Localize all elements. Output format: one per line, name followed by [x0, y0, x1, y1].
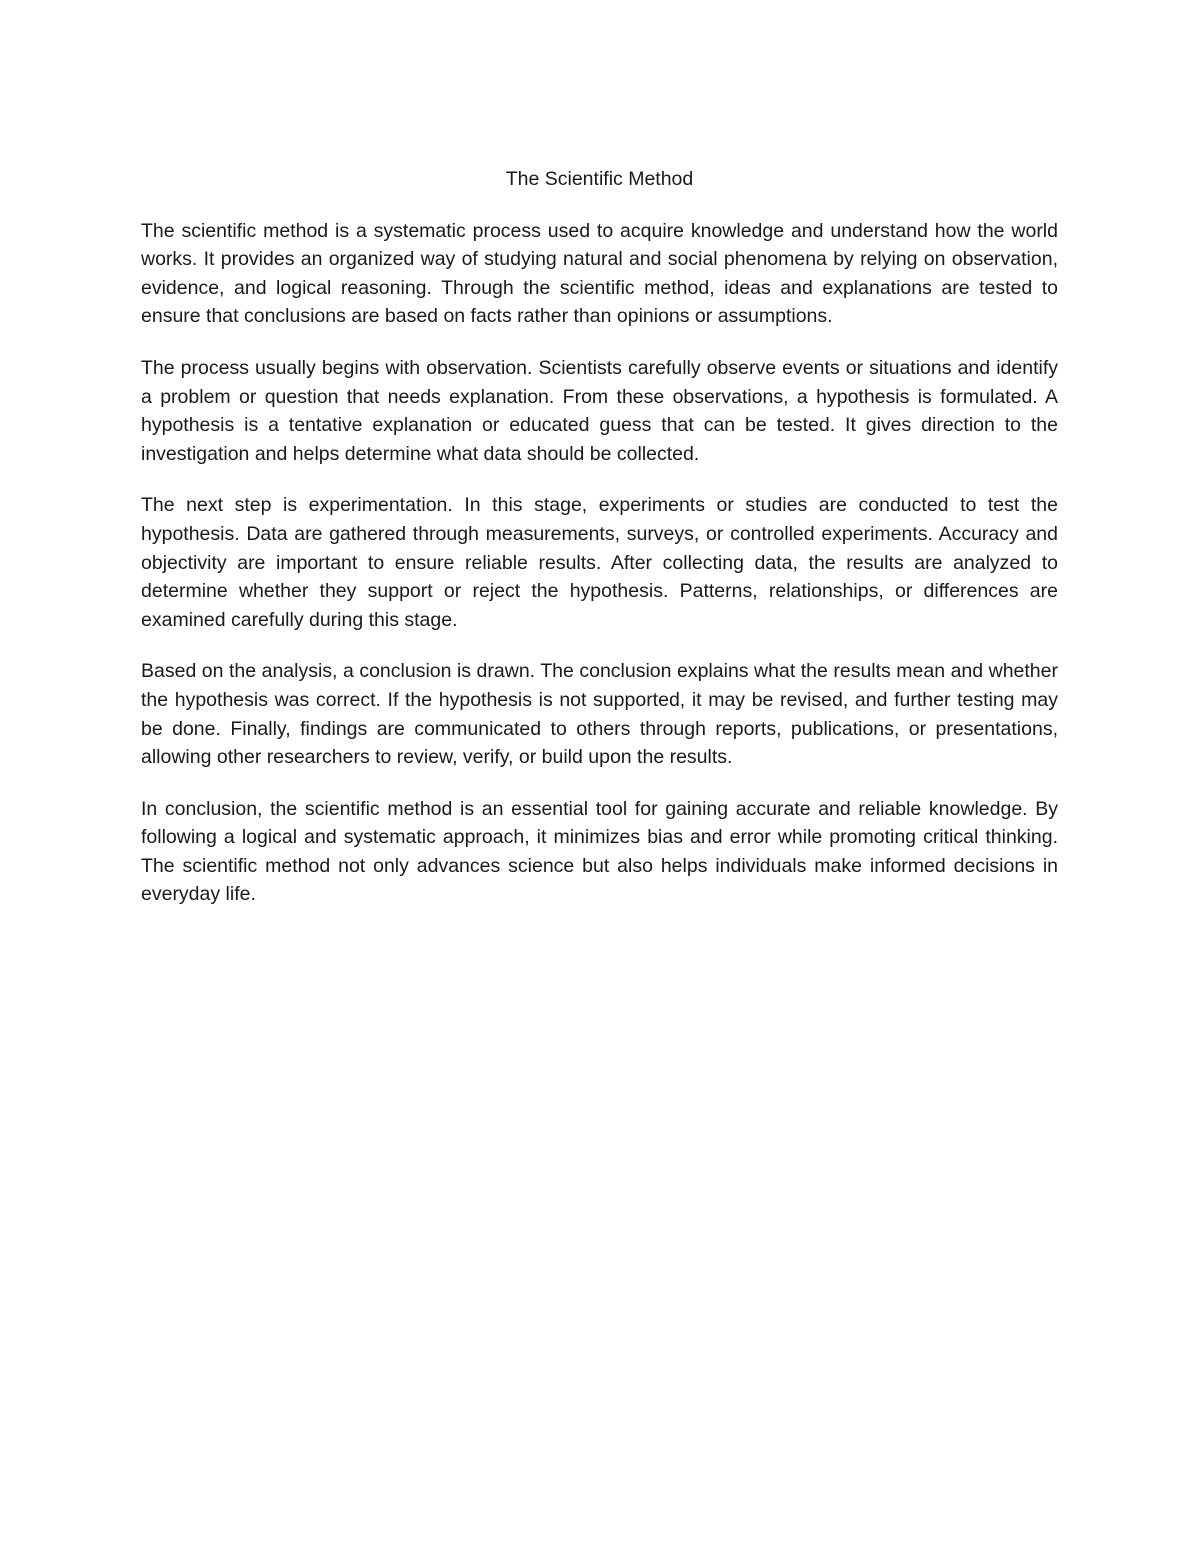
paragraph-conclusion-stage: Based on the analysis, a conclusion is drawn. The conclusion explains what the results mean and whether the hypothesis was correct. If the hypothesis is not supported, it may be revised, and further testing may be done. Finally, findings are communicated to others through reports, publications, or presentations, allowing other researchers to review, verify, or build upon the results. [141, 660, 1058, 769]
paragraph-final-conclusion: In conclusion, the scientific method is an essential tool for gaining accurate and reliable knowledge. By following a logical and systematic approach, it minimizes bias and error while promoting critical thinking. The scientific method not only advances science but also helps individuals make informed decisions in everyday life. [141, 797, 1058, 906]
document-title: The Scientific Method [505, 168, 694, 190]
document-body [141, 165, 1058, 932]
paragraph-experimentation: The next step is experimentation. In this stage, experiments or studies are conducted to test the hypothesis. Data are gathered through measurements, surveys, or controlled experiments. Accuracy and objectivity are important to ensure reliable results. After collecting data, the results are analyzed to determine whether they support or reject the hypothesis. Patterns, relationships, or differences are examined carefully during this stage. [141, 494, 1058, 631]
paragraph-observation: The process usually begins with observation. Scientists carefully observe events or situations and identify a problem or question that needs explanation. From these observations, a hypothesis is formulated. A hypothesis is a tentative explanation or educated guess that can be tested. It gives direction to the investigation and helps determine what data should be collected. [141, 356, 1058, 465]
paragraph-introduction: The scientific method is a systematic process used to acquire knowledge and understand how the world works. It provides an organized way of studying natural and social phenomena by relying on observation, evidence, and logical reasoning. Through the scientific method, ideas and explanations are tested to ensure that conclusions are based on facts rather than opinions or assumptions. [141, 219, 1058, 328]
